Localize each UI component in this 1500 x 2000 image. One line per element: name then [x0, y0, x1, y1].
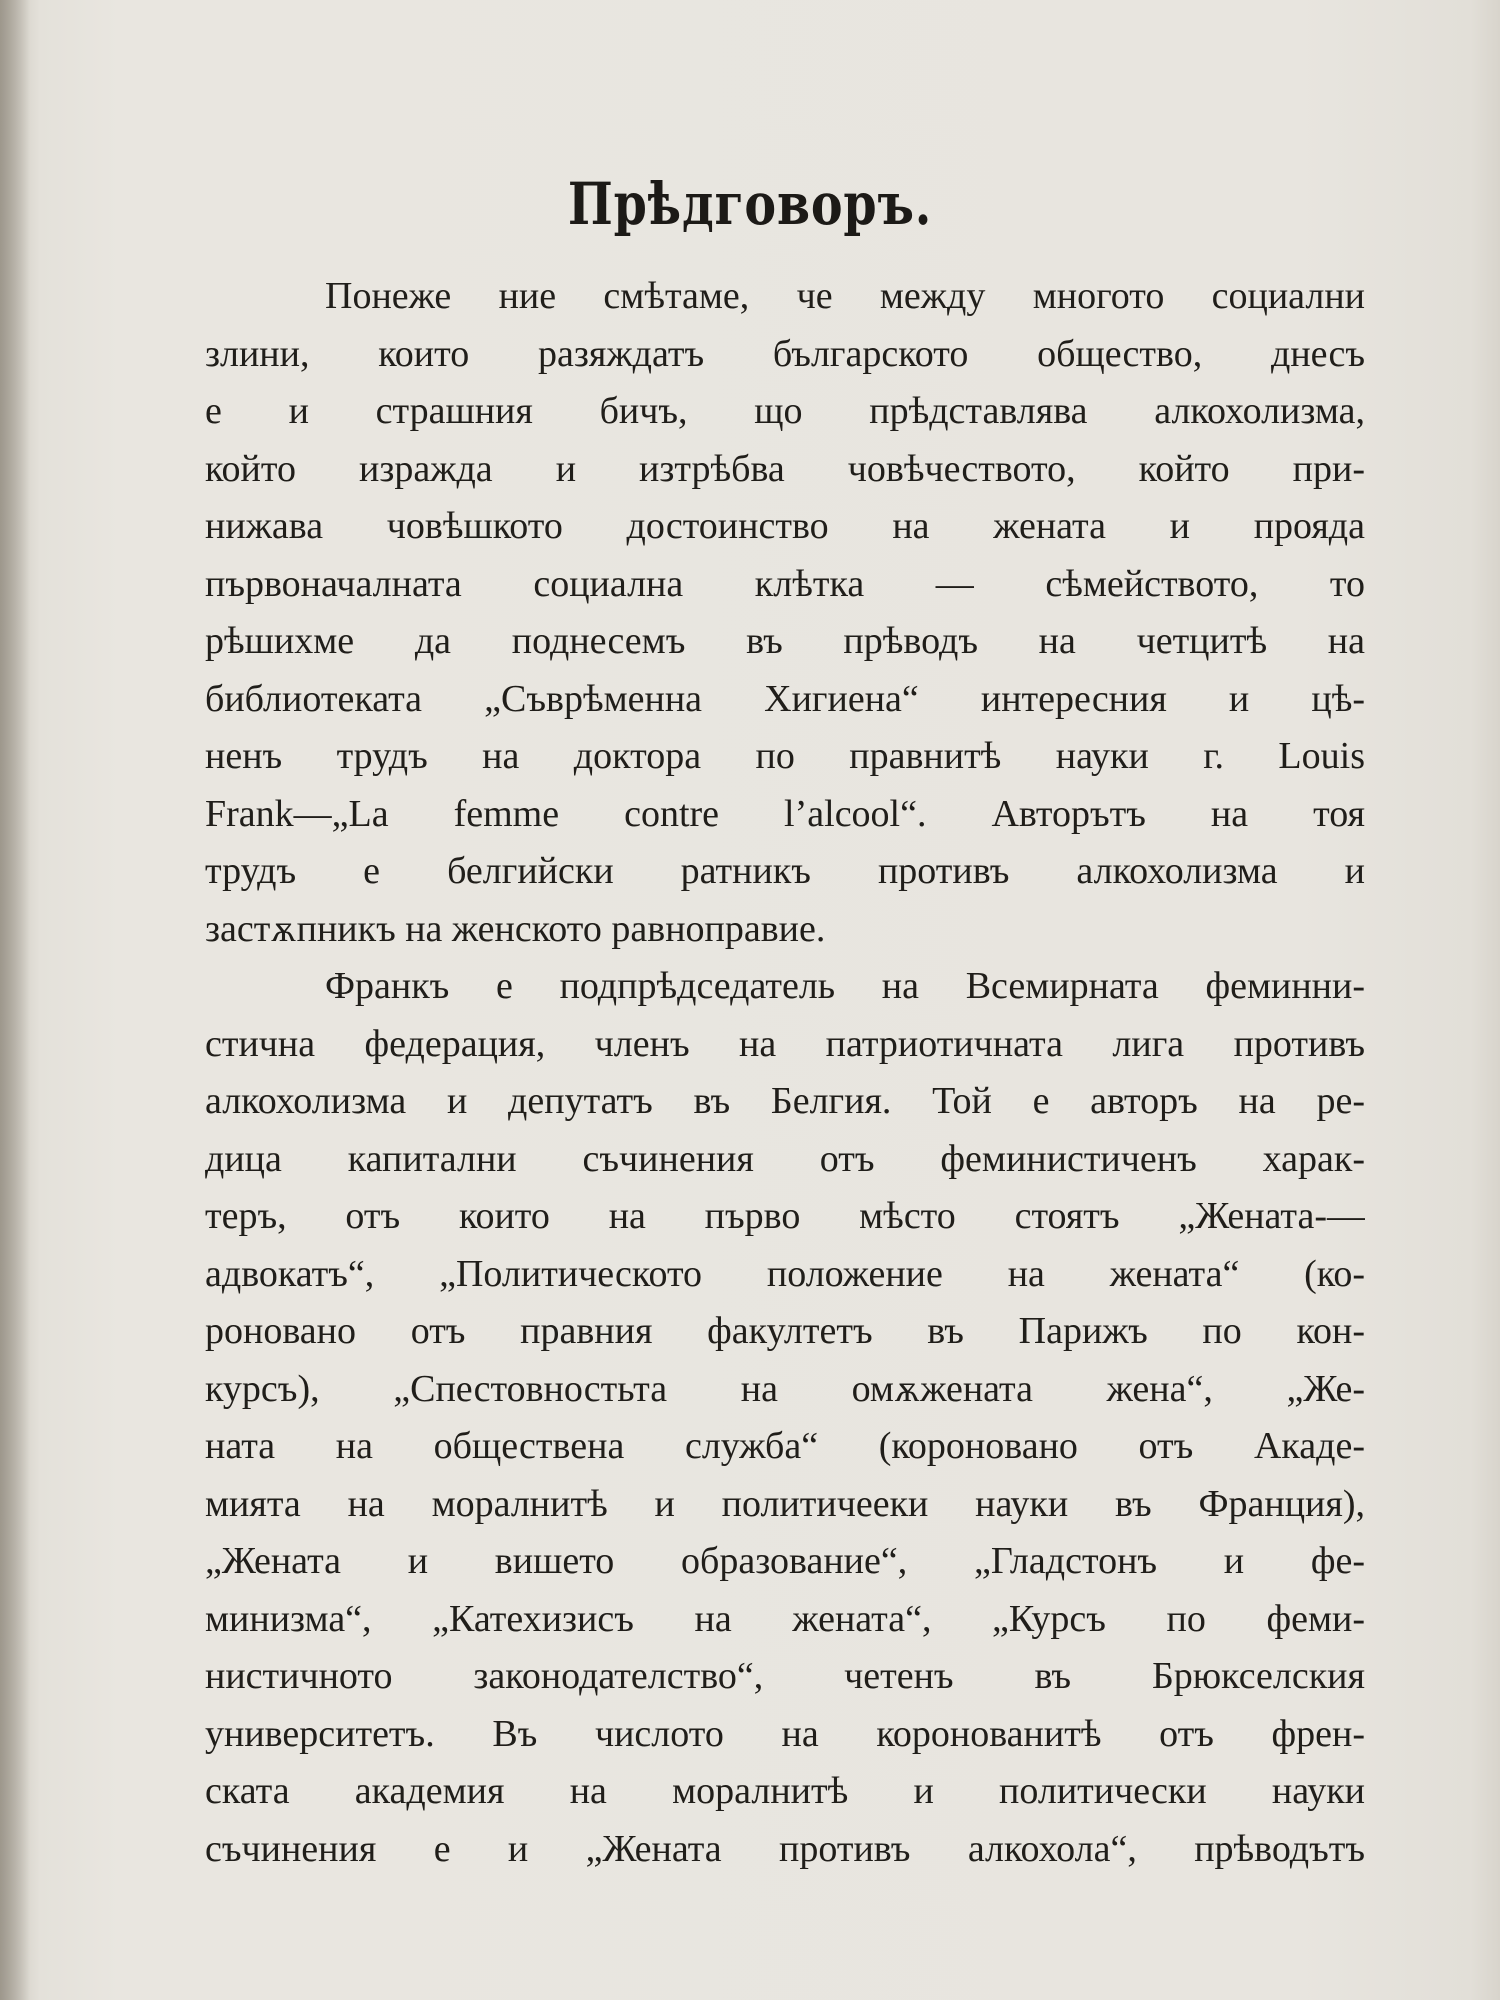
text-line: университетъ. Въ числото на коронованитѣ отъ френ-	[205, 1712, 1365, 1755]
text-line: курсъ), „Спестовностьта на омѫжената жена“, „Же-	[205, 1367, 1365, 1410]
text-line: който изражда и изтрѣбва човѣчеството, който при-	[205, 447, 1365, 490]
text-line: стична федерация, членъ на патриотичната лига противъ	[205, 1022, 1365, 1065]
paragraph-1	[205, 268, 1365, 958]
text-line: застѫпникъ на женското равноправие.	[205, 907, 826, 950]
text-line: минизма“, „Катехизисъ на жената“, „Курсъ по феми-	[205, 1597, 1365, 1640]
paragraph-2	[205, 958, 1365, 1878]
text-line: ската академия на моралнитѣ и политически науки	[205, 1770, 1365, 1812]
text-line: „Жената и вишето образование“, „Гладстонъ и фе-	[205, 1540, 1365, 1582]
text-line: съчинения е и „Жената противъ алкохола“, прѣводътъ	[205, 1827, 1365, 1870]
text-line: алкохолизма и депутатъ въ Белгия. Той е авторъ на ре-	[205, 1080, 1365, 1122]
text-line: дица капитални съчинения отъ феминистиченъ харак-	[205, 1137, 1365, 1180]
text-line: библиотеката „Съврѣменна Хигиена“ интересния и цѣ-	[205, 677, 1365, 720]
text-line: мията на моралнитѣ и политичееки науки въ Франция),	[205, 1482, 1365, 1525]
text-line: ненъ трудъ на доктора по правнитѣ науки г. Louis	[205, 735, 1365, 777]
page-title: Прѣдговоръ.	[567, 170, 933, 238]
text-line: злини, които разяждатъ българското общество, днесъ	[205, 332, 1365, 375]
text-line: Понеже ние смѣтаме, че между многото социални	[325, 275, 1365, 317]
text-line: първоначалната социална клѣтка — сѣмейството, то	[205, 562, 1365, 605]
text-line: Frank—„La femme contre l’alcool“. Авторътъ на тоя	[205, 792, 1365, 835]
text-line: теръ, отъ които на първо мѣсто стоятъ „Жената-—	[205, 1195, 1365, 1237]
text-line: ната на обществена служба“ (короновано отъ Акаде-	[205, 1425, 1365, 1467]
text-line: трудъ е белгийски ратникъ противъ алкохолизма и	[205, 850, 1365, 892]
text-line: нистичното законодателство“, четенъ въ Брюкселския	[205, 1655, 1365, 1697]
text-line: адвокатъ“, „Политическото положение на жената“ (ко-	[205, 1252, 1365, 1295]
body-text	[205, 268, 1365, 1878]
text-line: нижава човѣшкото достоинство на жената и прояда	[205, 505, 1365, 547]
text-line: Франкъ е подпрѣдседатель на Всемирната феминни-	[325, 965, 1365, 1007]
text-line: рѣшихме да поднесемъ въ прѣводъ на четцитѣ на	[205, 620, 1365, 662]
text-line: роновано отъ правния факултетъ въ Парижъ по кон-	[205, 1310, 1365, 1352]
text-line: е и страшния бичъ, що прѣдставлява алкохолизма,	[205, 390, 1365, 432]
page-gutter-shadow	[0, 0, 30, 2000]
